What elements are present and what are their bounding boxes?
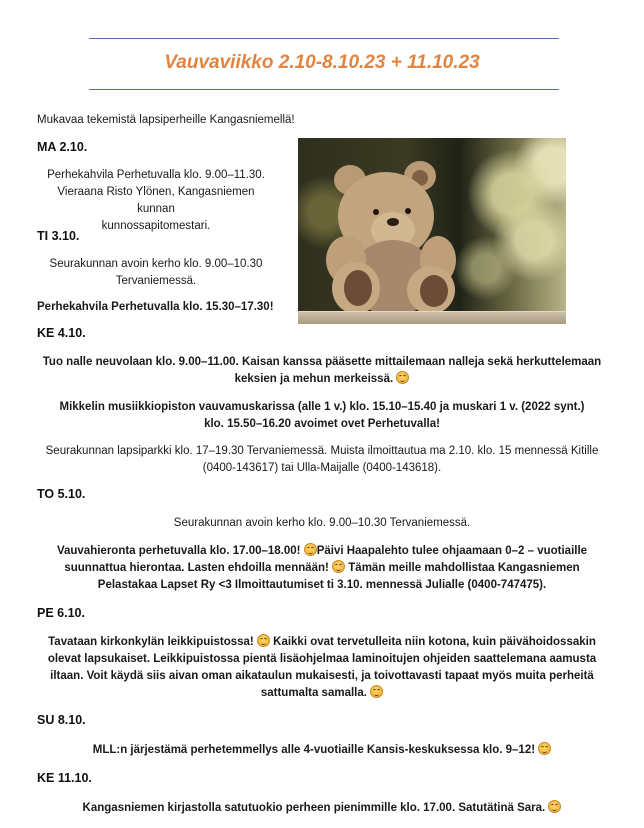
smiling-face-emoji-icon [257, 634, 270, 647]
document-title: Vauvaviikko 2.10-8.10.23 + 11.10.23 [164, 52, 480, 73]
event-line: Kangasniemen kirjastolla satutuokio perheen pienimmille klo. 17.00. Satutätinä Sara. [82, 802, 549, 814]
day-heading-ma: MA 2.10. [37, 140, 88, 154]
event-text [37, 167, 275, 235]
event-text [37, 399, 607, 433]
event-line: iltaan. Voit käydä siis aivan oman aikataulun mukaisesti, ja toivottavasti tapaat myös muita perheitä [50, 670, 594, 682]
smiling-face-emoji-icon [332, 560, 345, 573]
smiling-face-emoji-icon [396, 371, 409, 384]
day-heading-to: TO 5.10. [37, 487, 86, 501]
event-line: keksien ja mehun merkeissä. [234, 373, 394, 385]
event-line: (0400-143617) tai Ulla-Maijalle (0400-143618). [202, 462, 442, 474]
event-line: Tavataan kirkonkylän leikkipuistossa! [48, 636, 257, 648]
event-line: Tuo nalle neuvolaan klo. 9.00–11.00. Kaisan kanssa pääsette mittailemaan nalleja sekä herkuttelemaan [42, 356, 602, 368]
event-line: Kaikki ovat tervetulleita niin kotona, kuin päivähoidossakin [269, 636, 596, 648]
event-line: Vieraana Risto Ylönen, Kangasniemen kunnan [57, 186, 255, 215]
event-line: Perhekahvila Perhetuvalla klo. 9.00–11.30. [47, 169, 265, 181]
day-heading-ke-11: KE 11.10. [37, 771, 92, 785]
event-line: Tervaniemessä. [115, 275, 197, 287]
event-line: Pelastakaa Lapset Ry <3 Ilmoittautumiset ti 3.10. mennessä Julialle (0400-747475). [97, 579, 547, 591]
event-line: Päivi Haapalehto tulee ohjaamaan 0–2 – vuotiaille [316, 545, 588, 557]
event-text: Seurakunnan avoin kerho klo. 9.00–10.30 Tervaniemessä. [173, 517, 471, 529]
day-heading-ti: TI 3.10. [37, 229, 80, 243]
intro-text: Mukavaa tekemistä lapsiperheille Kangasniemellä! [37, 114, 295, 126]
event-line: Tämän meille mahdollistaa Kangasniemen [345, 562, 580, 574]
teddy-bear-photo [298, 138, 566, 324]
event-line: MLL:n järjestämä perhetemmellys alle 4-vuotiaille Kansis-keskuksessa klo. 9–12! [92, 744, 539, 756]
event-text [37, 742, 607, 759]
event-text: Perhekahvila Perhetuvalla klo. 15.30–17.30! [37, 301, 274, 313]
title-rule-bottom [89, 89, 559, 90]
day-heading-ke: KE 4.10. [37, 326, 86, 340]
event-text [37, 634, 607, 702]
event-line: sattumalta samalla. [260, 687, 371, 699]
event-line: Seurakunnan avoin kerho klo. 9.00–10.30 [49, 258, 263, 270]
event-line: olevat lapsukaiset. Leikkipuistossa pientä lisäohjelmaa laminoitujen ohjeiden saattelemana aamusta [47, 653, 597, 665]
smiling-face-emoji-icon [370, 685, 383, 698]
event-line: Vauvahieronta perhetuvalla klo. 17.00–18.00! [56, 545, 304, 557]
title-rule-top [89, 38, 559, 39]
event-text [37, 443, 607, 477]
smiling-face-emoji-icon [304, 543, 317, 556]
event-text [37, 354, 607, 388]
wooden-plank [298, 311, 566, 324]
event-text [37, 800, 607, 817]
smiling-face-emoji-icon [548, 800, 561, 813]
teddy-bear-icon [298, 138, 566, 324]
event-line: klo. 15.50–16.20 avoimet ovet Perhetuvalla! [204, 418, 440, 430]
event-line: suunnattua hierontaa. Lasten ehdoilla mennään! [64, 562, 333, 574]
day-heading-pe: PE 6.10. [37, 606, 85, 620]
event-text [37, 543, 607, 594]
event-line: Mikkelin musiikkiopiston vauvamuskarissa (alle 1 v.) klo. 15.10–15.40 ja muskari 1 v. (2022 synt.) [59, 401, 585, 413]
event-line: kunnossapitomestari. [101, 220, 211, 232]
event-text [37, 256, 275, 290]
event-line: Seurakunnan lapsiparkki klo. 17–19.30 Tervaniemessä. Muista ilmoittautua ma 2.10. klo. 15 mennessä Kitille [45, 445, 599, 457]
smiling-face-emoji-icon [538, 742, 551, 755]
day-heading-su: SU 8.10. [37, 713, 86, 727]
